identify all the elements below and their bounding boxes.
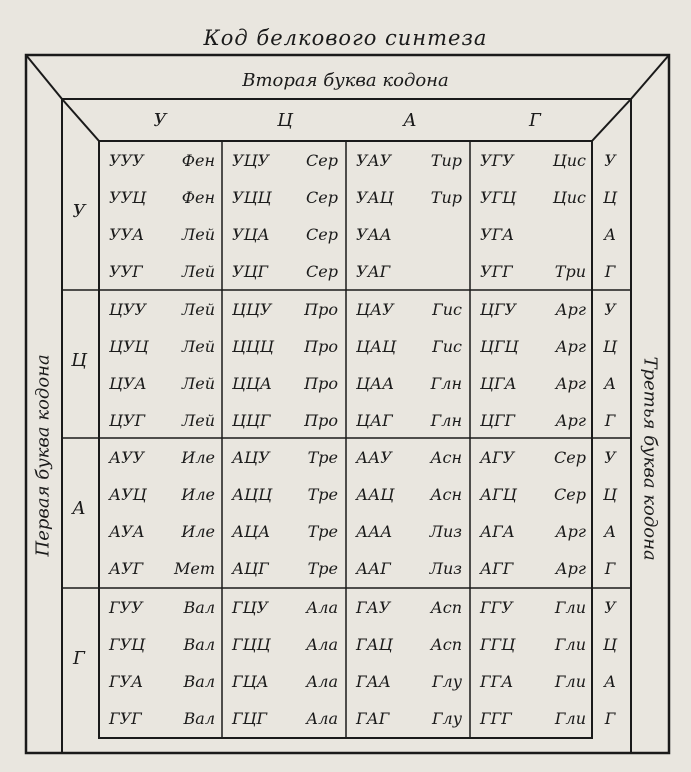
corner-line-inner-left: [62, 99, 99, 141]
amino-acid-cell: Вал: [183, 598, 215, 617]
third-letter: Г: [604, 262, 616, 281]
codon-cell: ЦУУ: [109, 300, 147, 319]
amino-acid-cell: Про: [304, 374, 338, 393]
amino-acid-cell: Сер: [554, 485, 586, 504]
codon-cell: АУА: [109, 522, 145, 541]
amino-acid-cell: Иле: [181, 448, 215, 467]
codon-cell: ГЦА: [232, 672, 269, 691]
amino-acid-cell: Глн: [430, 411, 462, 430]
codon-cell: ГУА: [109, 672, 144, 691]
amino-acid-cell: Вал: [183, 709, 215, 728]
second-letter-2: Ц: [277, 110, 293, 131]
amino-acid-cell: Мет: [173, 559, 215, 578]
third-letter: У: [604, 151, 616, 170]
amino-acid-cell: Арг: [555, 300, 586, 319]
amino-acid-cell: Вал: [183, 635, 215, 654]
codon-cell: ЦАУ: [356, 300, 394, 319]
codon-cell: ГАУ: [356, 598, 391, 617]
codon-cell: ЦАЦ: [356, 337, 397, 356]
codon-cell: ГГУ: [480, 598, 513, 617]
amino-acid-cell: Арг: [555, 522, 586, 541]
codon-cell: УАЦ: [356, 188, 394, 207]
codon-cell: АГГ: [480, 559, 514, 578]
third-letter: А: [603, 225, 617, 244]
amino-acid-cell: Иле: [181, 485, 215, 504]
amino-acid-cell: Тре: [307, 485, 338, 504]
first-letter-4: Г: [73, 648, 85, 669]
amino-acid-cell: Вал: [183, 672, 215, 691]
codon-cell: УАУ: [356, 151, 392, 170]
codon-cell: УГГ: [480, 262, 513, 281]
amino-acid-cell: Гли: [554, 672, 586, 691]
amino-acid-cell: Лей: [181, 300, 215, 319]
codon-cell: ГАГ: [356, 709, 390, 728]
amino-acid-cell: Тре: [307, 559, 338, 578]
amino-acid-cell: Лей: [181, 225, 215, 244]
codon-cell: АЦА: [232, 522, 271, 541]
codon-cell: АГУ: [480, 448, 515, 467]
codon-cell: УГУ: [480, 151, 514, 170]
amino-acid-cell: Про: [304, 300, 338, 319]
codon-cell: ААА: [356, 522, 393, 541]
amino-acid-cell: Арг: [555, 374, 586, 393]
codon-cell: ГЦУ: [232, 598, 269, 617]
amino-acid-cell: Арг: [555, 559, 586, 578]
codon-cell: УЦЦ: [232, 188, 272, 207]
amino-acid-cell: Тир: [430, 188, 462, 207]
amino-acid-cell: Ала: [306, 709, 338, 728]
codon-cell: ЦАА: [356, 374, 395, 393]
amino-acid-cell: Фен: [181, 188, 215, 207]
codon-cell: АГА: [480, 522, 515, 541]
amino-acid-cell: Лей: [181, 337, 215, 356]
codon-cell: ГАА: [356, 672, 391, 691]
amino-acid-cell: Асн: [430, 485, 462, 504]
amino-acid-cell: Гис: [432, 300, 462, 319]
table-title: Код белкового синтеза: [203, 26, 488, 50]
codon-cell: ЦЦЦ: [232, 337, 274, 356]
codon-cell: ГГА: [480, 672, 514, 691]
second-letter-label: Вторая буква кодона: [242, 70, 449, 91]
amino-acid-cell: Арг: [555, 337, 586, 356]
third-letter-label: Третья буква кодона: [639, 356, 661, 561]
codon-cell: УУГ: [109, 262, 143, 281]
amino-acid-cell: Цис: [552, 151, 586, 170]
amino-acid-cell: Иле: [181, 522, 215, 541]
codon-cell: АЦУ: [232, 448, 270, 467]
amino-acid-cell: Сер: [306, 262, 338, 281]
codon-cell: АЦГ: [232, 559, 269, 578]
second-letter-1: У: [153, 110, 167, 131]
codon-cell: ЦГА: [480, 374, 517, 393]
amino-acid-cell: Сер: [554, 448, 586, 467]
amino-acid-cell: Сер: [306, 151, 338, 170]
third-letter: Г: [604, 411, 616, 430]
codon-cell: ГУЦ: [109, 635, 146, 654]
second-letter-3: А: [403, 110, 417, 131]
third-letter: Ц: [603, 337, 617, 356]
first-letter-1: У: [72, 201, 86, 222]
first-letter-3: А: [72, 498, 86, 519]
amino-acid-cell: Гли: [554, 709, 586, 728]
third-letter: У: [604, 598, 616, 617]
codon-cell: УЦГ: [232, 262, 269, 281]
codon-cell: УГЦ: [480, 188, 517, 207]
codon-cell: ГУГ: [109, 709, 142, 728]
amino-acid-cell: Глу: [431, 709, 462, 728]
amino-acid-cell: Асп: [430, 598, 462, 617]
codon-cell: ЦАГ: [356, 411, 393, 430]
codon-cell: УГА: [480, 225, 515, 244]
codon-cell: ГГГ: [480, 709, 512, 728]
amino-acid-cell: Арг: [555, 411, 586, 430]
codon-cell: ААГ: [356, 559, 391, 578]
codon-cell: ГЦГ: [232, 709, 268, 728]
amino-acid-cell: Лей: [181, 262, 215, 281]
codon-cell: ГУУ: [109, 598, 143, 617]
codon-cell: ГАЦ: [356, 635, 393, 654]
amino-acid-cell: Сер: [306, 188, 338, 207]
amino-acid-cell: Сер: [306, 225, 338, 244]
amino-acid-cell: Гли: [554, 598, 586, 617]
first-letter-2: Ц: [71, 350, 87, 371]
amino-acid-cell: Гли: [554, 635, 586, 654]
amino-acid-cell: Про: [304, 411, 338, 430]
codon-cell: АУЦ: [109, 485, 147, 504]
amino-acid-cell: Ала: [306, 635, 338, 654]
corner-line-inner-right: [592, 99, 631, 141]
amino-acid-cell: Три: [554, 262, 586, 281]
codon-cell: АУУ: [109, 448, 145, 467]
amino-acid-cell: Тре: [307, 522, 338, 541]
amino-acid-cell: Гис: [432, 337, 462, 356]
third-letter: У: [604, 448, 616, 467]
amino-acid-cell: Цис: [552, 188, 586, 207]
codon-cell: ЦГЦ: [480, 337, 519, 356]
third-letter: А: [603, 374, 617, 393]
first-letter-label: Первая буква кодона: [32, 354, 54, 557]
third-letter: Ц: [603, 485, 617, 504]
third-letter: У: [604, 300, 616, 319]
third-letter: Ц: [603, 635, 617, 654]
codon-cell: УЦУ: [232, 151, 270, 170]
codon-cell: ААЦ: [356, 485, 395, 504]
amino-acid-cell: Асп: [430, 635, 462, 654]
amino-acid-cell: Ала: [306, 672, 338, 691]
codon-cell: ЦГУ: [480, 300, 517, 319]
codon-cell: ГГЦ: [480, 635, 516, 654]
codon-cell: УУУ: [109, 151, 144, 170]
codon-cell: ЦУГ: [109, 411, 146, 430]
amino-acid-cell: Глн: [430, 374, 462, 393]
codon-cell: УАГ: [356, 262, 391, 281]
third-letter: А: [603, 522, 617, 541]
amino-acid-cell: Фен: [181, 151, 215, 170]
codon-cell: АГЦ: [480, 485, 517, 504]
codon-cell: ЦЦУ: [232, 300, 272, 319]
codon-cell: АЦЦ: [232, 485, 273, 504]
codon-cell: ЦУА: [109, 374, 147, 393]
codon-cell: ЦЦГ: [232, 411, 271, 430]
codon-cell: ЦУЦ: [109, 337, 149, 356]
codon-cell: ГЦЦ: [232, 635, 271, 654]
amino-acid-cell: Лей: [181, 411, 215, 430]
amino-acid-cell: Тир: [430, 151, 462, 170]
third-letter: Г: [604, 559, 616, 578]
codon-cell: ЦГГ: [480, 411, 516, 430]
third-letter: Г: [604, 709, 616, 728]
amino-acid-cell: Ала: [306, 598, 338, 617]
amino-acid-cell: Глу: [431, 672, 462, 691]
third-letter: Ц: [603, 188, 617, 207]
third-letter: А: [603, 672, 617, 691]
amino-acid-cell: Асн: [430, 448, 462, 467]
amino-acid-cell: Про: [304, 337, 338, 356]
amino-acid-cell: Лиз: [429, 559, 462, 578]
codon-cell: УУЦ: [109, 188, 147, 207]
codon-cell: УЦА: [232, 225, 270, 244]
codon-cell: ЦЦА: [232, 374, 273, 393]
amino-acid-cell: Лей: [181, 374, 215, 393]
codon-cell: АУГ: [109, 559, 144, 578]
second-letter-4: Г: [529, 110, 541, 131]
amino-acid-cell: Тре: [307, 448, 338, 467]
codon-cell: УАА: [356, 225, 392, 244]
codon-cell: УУА: [109, 225, 145, 244]
amino-acid-cell: Лиз: [429, 522, 462, 541]
codon-cell: ААУ: [356, 448, 392, 467]
